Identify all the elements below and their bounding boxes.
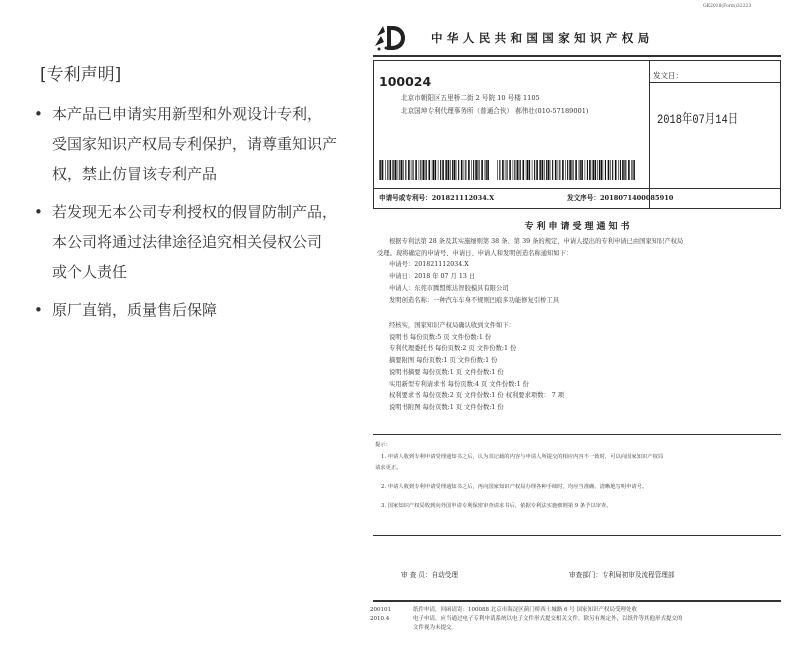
received-file-item: 实用新型专利请求书 每份页数:4 页 文件份数:1 份 [389, 380, 529, 388]
footer-row [367, 624, 790, 632]
barcode-bar [601, 160, 603, 180]
barcode-bar [475, 160, 477, 180]
barcode-bar [631, 160, 632, 180]
note-line: 2. 申请人收到专利申请受理通知书之后，再向国家知识产权局办理各种手续时，均应当准确、清晰地写明申请号。 [381, 484, 648, 490]
field-label: 申请号： [389, 261, 415, 269]
serial-number-row [567, 192, 673, 202]
barcode-bar [608, 160, 610, 180]
barcode-bar [532, 160, 533, 180]
statement-line: 受国家知识产权局专利保护，请尊重知识产 [52, 135, 338, 153]
barcode-bar [392, 160, 393, 180]
patent-statement-panel [34, 60, 364, 333]
date-box-line [649, 82, 780, 83]
barcode-bar [423, 160, 425, 180]
barcode-bar [546, 160, 547, 180]
barcode-bar [398, 160, 399, 180]
barcode-bar [505, 160, 506, 180]
form-code: GK2018(Form)32223 [703, 4, 752, 9]
barcode-bar [618, 160, 619, 180]
frame-bottom-line [373, 208, 781, 209]
bullet-dot: • [34, 301, 43, 319]
barcode-bar [486, 160, 487, 180]
barcode-bar [385, 160, 386, 180]
barcode-bar [580, 160, 581, 180]
statement-line: 本公司将通过法律途径追究相关侵权公司 [52, 233, 323, 251]
field-value: 2018 年 07 月 13 日 [414, 273, 476, 281]
barcode-bar [448, 160, 450, 180]
barcode-bar [539, 160, 540, 180]
barcode-bar [615, 160, 617, 180]
barcode-bar [542, 160, 544, 180]
barcode-bar [534, 160, 535, 180]
barcode-bar [425, 160, 426, 180]
barcode-bar [520, 160, 521, 180]
barcode-bar [411, 160, 412, 180]
barcode-bar [419, 160, 420, 180]
barcode-bar [465, 160, 466, 180]
barcode-bar [399, 160, 400, 180]
barcode-bar [587, 160, 588, 180]
barcode-bar [442, 160, 444, 180]
serial-number-label: 发文序号： [567, 194, 600, 202]
notice-title: 专利申请受理通知书 [524, 222, 633, 232]
barcode-bar [622, 160, 624, 180]
received-file-item: 专利代理委托书 每份页数:2 页 文件份数:1 份 [389, 345, 517, 353]
barcode-bar [432, 160, 433, 180]
barcode-bar [380, 160, 381, 180]
barcode-bar [603, 160, 604, 180]
barcode-bar [562, 160, 564, 180]
address-line: 北京市朝阳区五里桥二街 2 号院 10 号楼 1105 [401, 94, 540, 102]
barcode-bar [456, 160, 457, 180]
barcode-bar [513, 160, 514, 180]
frame-right-line [780, 60, 781, 208]
barcode-bar [450, 160, 451, 180]
barcode-bar [625, 160, 626, 180]
barcode-bar [548, 160, 550, 180]
barcode-bar [634, 160, 635, 180]
intro-line: 根据专利法第 28 条及其实施细则第 38 条、第 39 条的规定，申请人提出的专利申请已由国家知识产权局 [389, 238, 684, 245]
barcode-bar [593, 160, 594, 180]
barcode-bar [477, 160, 478, 180]
barcode-bar [464, 160, 465, 180]
barcode-bar [499, 160, 500, 180]
agent-line: 北京国坤专利代理事务所（普通合伙） 郝伟壮(010-57189001) [401, 107, 589, 115]
statement-line: 若发现无本公司专利授权的假冒防制产品， [52, 203, 338, 221]
received-file-item: 摘要附图 每份页数:1 页 文件份数:1 份 [389, 357, 498, 365]
notice-body [367, 236, 790, 306]
barcode-bar [454, 160, 456, 180]
barcode-bar [527, 160, 528, 180]
notes-bottom-rule [373, 535, 781, 536]
statement-bullet [34, 295, 364, 325]
barcode-bar [390, 160, 392, 180]
footer-text: 纸件申请，回函请寄：100088 北京市海淀区蓟门桥西土城路 6 号 国家知识产权局受理处收 [413, 607, 637, 613]
note-line: 请求更正。 [375, 465, 402, 471]
cnipa-logo-icon [373, 22, 407, 52]
barcode-bar [552, 160, 553, 180]
barcode-bar [565, 160, 566, 180]
intro-line: 受理。现将确定的申请号、申请日、申请人和发明创造名称通知如下： [377, 249, 573, 257]
agency-name: 中华人民共和国国家知识产权局 [431, 31, 654, 45]
barcode-bar [544, 160, 545, 180]
barcode-bar [599, 160, 600, 180]
notes-label: 提示： [375, 442, 391, 448]
issue-date-label: 发文日： [653, 71, 683, 80]
statement-line: 本产品已申请实用新型和外观设计专利， [52, 105, 323, 123]
frame-top-line [373, 60, 781, 61]
barcode-bar [502, 160, 504, 180]
received-file-item: 权利要求书 每份页数:2 页 文件份数:1 份 权利要求项数： 7 项 [389, 392, 565, 400]
note-line: 1. 申请人收到专利申请受理通知书之后，认为其记载的内容与申请人所提交的相应内容不一致时，可以向国家知识产权局 [381, 454, 664, 460]
barcode-bar [569, 160, 571, 180]
barcode-bar [519, 160, 520, 180]
barcode-bar [507, 160, 508, 180]
barcode-bar [479, 160, 480, 180]
barcode-bar [387, 160, 388, 180]
footer-code: 200101 [370, 607, 391, 613]
barcode-bar [401, 160, 403, 180]
barcode-bar [585, 160, 586, 180]
bullet-dot: • [34, 105, 43, 123]
barcode-bar [433, 160, 434, 180]
barcode-bar [540, 160, 541, 180]
barcode-bar [487, 160, 489, 180]
footer-code: 2010.4 [370, 616, 390, 622]
field-label: 申请日： [389, 273, 415, 281]
barcode-bar [517, 160, 519, 180]
received-files [367, 320, 790, 414]
postcode: 100024 [379, 74, 432, 89]
barcode-left [379, 160, 489, 180]
examiner-right: 审查部门：专利局初审及流程管理部 [569, 571, 675, 579]
barcode-bar [438, 160, 439, 180]
barcode-bar [403, 160, 404, 180]
barcode-bar [597, 160, 598, 180]
barcode-bar [408, 160, 410, 180]
barcode-bar [461, 160, 463, 180]
barcode-bar [571, 160, 572, 180]
barcode-bar [468, 160, 470, 180]
footer-text: 文件视为未提交。 [413, 625, 458, 631]
note-line: 3. 国家知识产权局收到向外国申请专利保密审查请求书后，依据专利法实施细则第 9 条予以审查。 [381, 503, 612, 509]
bullet-dot: • [34, 203, 43, 221]
notes-rule [373, 434, 781, 435]
barcode-bar [473, 160, 474, 180]
barcode-bar [435, 160, 437, 180]
barcode-bar [526, 160, 527, 180]
field-value: 东莞市腾盟炼达智胶模具有限公司 [414, 284, 509, 292]
barcode-bar [559, 160, 560, 180]
barcode-bar [523, 160, 525, 180]
footer-row [367, 615, 790, 623]
barcode-bar [633, 160, 634, 180]
footer-row [367, 606, 790, 614]
footer-rule [373, 600, 781, 602]
statement-bullet [34, 99, 364, 189]
barcode-bar [452, 160, 453, 180]
field-label: 发明创造名称： [389, 296, 434, 304]
patent-acceptance-notice [367, 0, 790, 647]
frame-left-line [373, 60, 374, 208]
notes-section [367, 440, 790, 512]
barcode-bar [395, 160, 397, 180]
field-value: 201821112034.X [414, 261, 469, 269]
barcode-bar [458, 160, 459, 180]
serial-number: 2018071400085910 [599, 194, 674, 202]
barcode-bar [413, 160, 414, 180]
examiner-left: 审 查 员：自动受理 [401, 571, 458, 579]
barcode-bar [509, 160, 511, 180]
barcode-bar [536, 160, 538, 180]
barcode-bar [379, 160, 380, 180]
statement-line: 或个人责任 [52, 263, 128, 281]
barcode-bar [446, 160, 447, 180]
received-file-item: 说明书摘要 每份页数:1 页 文件份数:1 份 [389, 368, 504, 376]
application-number-label: 申请号或专利号： [379, 194, 432, 202]
barcode-bar [497, 160, 498, 180]
barcode-right [497, 160, 635, 180]
barcode-bar [624, 160, 625, 180]
barcode-bar [581, 160, 583, 180]
barcode-bar [485, 160, 486, 180]
barcode-bar [595, 160, 597, 180]
barcode-bar [393, 160, 394, 180]
statement-title: [专利声明] [40, 65, 122, 85]
received-file-item: 说明书附图 每份页数:1 页 文件份数:1 份 [389, 403, 504, 411]
barcode-bar [592, 160, 593, 180]
barcode-bar [514, 160, 515, 180]
barcode-bar [620, 160, 621, 180]
barcode-bar [382, 160, 384, 180]
barcode-bar [405, 160, 406, 180]
barcode-bar [628, 160, 630, 180]
barcode-bar [567, 160, 568, 180]
barcode-bar [429, 160, 431, 180]
application-number-row [379, 192, 494, 202]
barcode-bar [529, 160, 531, 180]
statement-line: 原厂直销，质量售后保障 [52, 301, 218, 319]
header-rule [373, 55, 781, 57]
barcode-bar [612, 160, 613, 180]
barcode-bar [445, 160, 446, 180]
barcode-bar [440, 160, 441, 180]
barcode-bar [550, 160, 551, 180]
statement-line: 权，禁止仿冒该专利产品 [52, 165, 218, 183]
statement-bullet [34, 197, 364, 287]
field-value: 一种汽车车身不规则凹痕多功能修复引桥工具 [433, 296, 560, 304]
barcode-bar [555, 160, 557, 180]
barcode-bar [573, 160, 574, 180]
barcode-bar [420, 160, 421, 180]
barcode-bar [558, 160, 559, 180]
barcode-bar [426, 160, 427, 180]
application-number: 201821112034.X [431, 194, 495, 202]
frame-row-line [373, 188, 781, 189]
barcode-bar [471, 160, 472, 180]
barcode-bar [605, 160, 606, 180]
checked-intro: 经核实，国家知识产权局确认收到文件如下： [389, 322, 515, 329]
footer-text: 电子申请，应当通过电子专利申请系统以电子文件形式提交相关文件。除另有规定外，以纸件等其他形式提交的 [413, 616, 683, 622]
issue-date-handwritten: 2018年07月14日 [657, 112, 739, 127]
barcode-bar [589, 160, 591, 180]
barcode-bar [481, 160, 483, 180]
barcode-bar [579, 160, 580, 180]
received-file-item: 说明书 每份页数:5 页 文件份数:1 份 [389, 333, 492, 341]
field-label: 申请人： [389, 284, 415, 292]
barcode-bar [415, 160, 417, 180]
barcode-bar [610, 160, 611, 180]
barcode-bar [575, 160, 577, 180]
